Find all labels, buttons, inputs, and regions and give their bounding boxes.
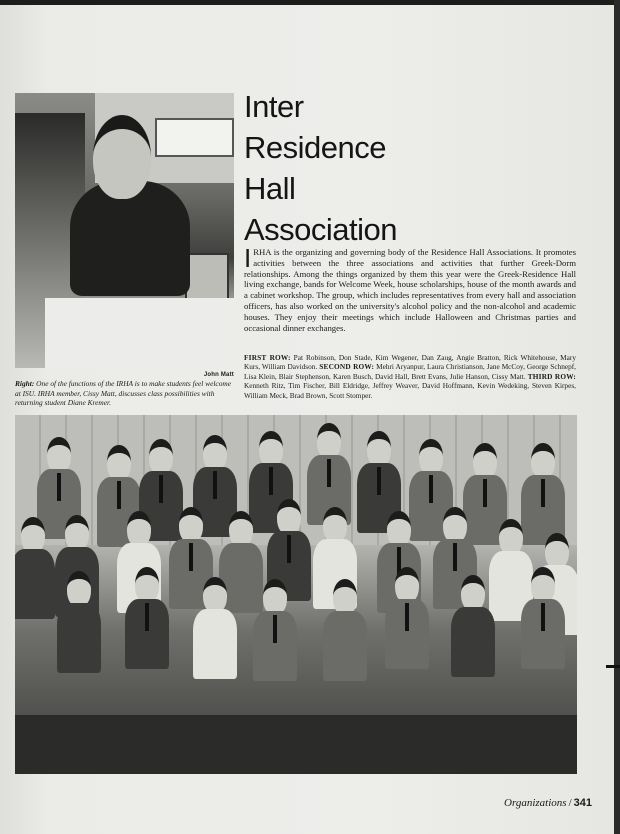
caption-lead: Right: [15, 379, 35, 388]
roster-third-names: Kenneth Ritz, Tim Fischer, Bill Eldridge, Jeffrey Weaver, David Hoffmann, Kevin Wedeking, Steven Kirpes, William Meck, Brad Brown, Scott Stomper. [244, 381, 576, 400]
roster-second-label: SECOND ROW: [319, 362, 375, 372]
page-title [244, 86, 574, 250]
caption-text: One of the functions of the IRHA is to make students feel welcome at ISU. IRHA member, Cissy Matt, discusses class possibilities with returning student Diane Kremer. [15, 379, 232, 408]
title-line-2: Residence [244, 130, 386, 165]
top-edge-band [0, 0, 620, 5]
title-line-1: Inter [244, 89, 304, 124]
photo-credit: John Matt [203, 372, 234, 378]
group-roster [244, 353, 576, 400]
drop-cap: I [244, 243, 252, 273]
title-line-3: Hall [244, 171, 296, 206]
roster-first-names: Pat Robinson, Don Stade, Kim Wegener, Dan Zaug, Angie Bratton, Rick Whitehouse, Mary Kurs, William Davidson. [244, 353, 576, 372]
photo-caption [15, 379, 234, 408]
footer-section: Organizations [504, 797, 567, 809]
group-photo [15, 415, 577, 774]
roster-second-names: Mehri Aryanpur, Laura Christianson, Jane McCoy, George Schnepf, Lisa Klein, Blair Stephenson, Karen Busch, David Hall, Brett Evans, Julie Hanson, Cissy Matt. [244, 362, 576, 381]
right-edge-band [614, 0, 620, 834]
roster-first-label: FIRST ROW: [244, 353, 291, 362]
article-body [244, 243, 576, 333]
article-text: RHA is the organizing and governing body of the Residence Hall Associations. It promotes activities between the three associations and activities that further Greek-Dorm relationships. Among the things organized by them this year were the Greek-Residence Hall living exchange, bands for Welcome Week, house scholarships, house of the month awards and a cabinet workshop. The group, which includes representatives from every hall and association officers, has also worked on the university's alcohol policy and the non-alcohol and academic houses. They enjoy their meetings which include Halloween and Christmas parties and occasional dinner exchanges. [244, 247, 576, 333]
page-number: 341 [573, 797, 592, 809]
footer-separator: / [568, 797, 572, 809]
title-line-4: Association [244, 212, 398, 247]
roster-third-label: THIRD ROW: [527, 371, 576, 381]
photo-irha-member-with-student [15, 93, 234, 368]
page-footer [504, 797, 592, 809]
right-edge-mark [606, 665, 620, 668]
